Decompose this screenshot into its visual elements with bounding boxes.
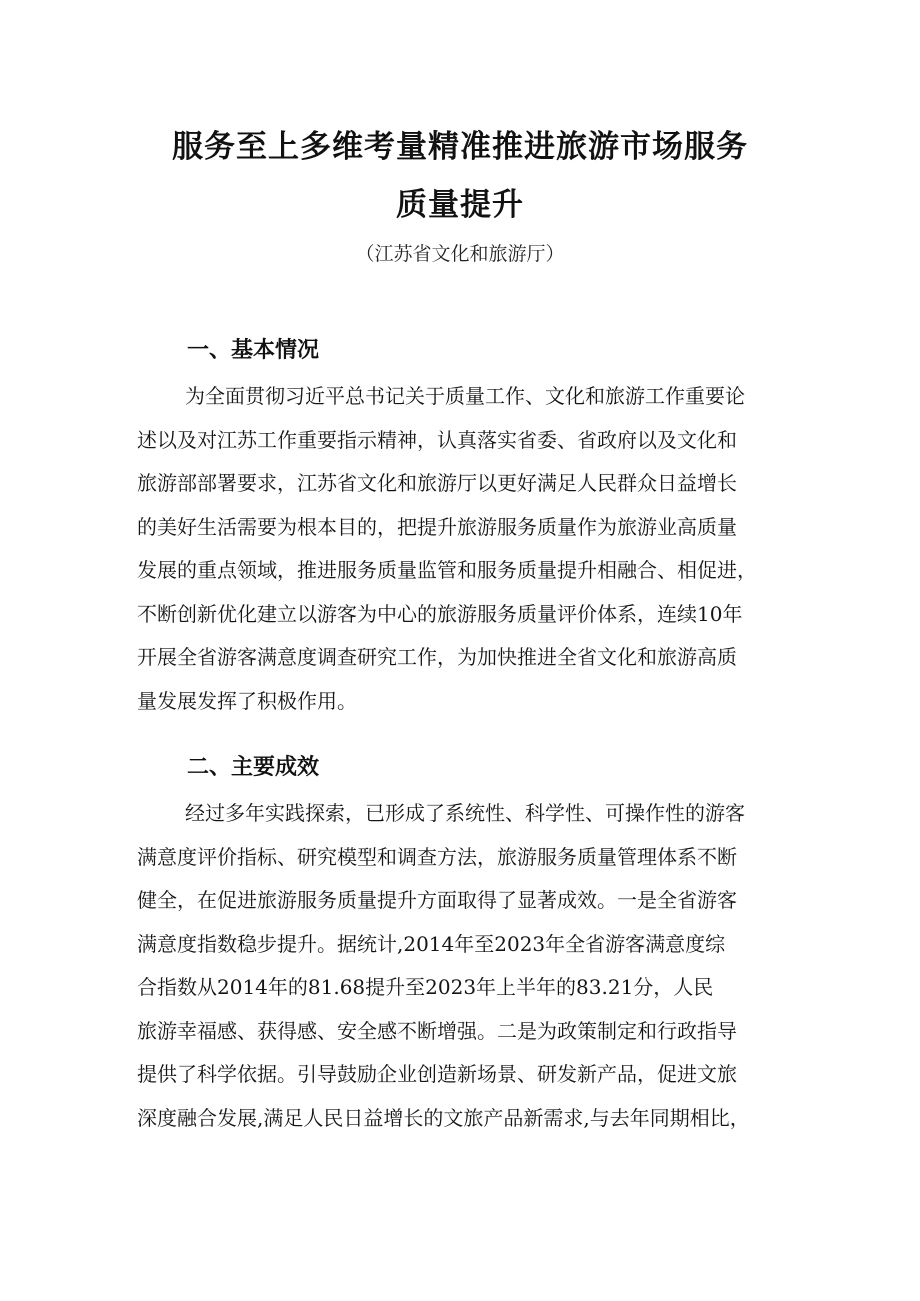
paragraph-line: 旅游部部署要求，江苏省文化和旅游厅以更好满足人民群众日益增长 — [137, 471, 737, 495]
paragraph-line: 满意度指数稳步提升。据统计,2014年至2023年全省游客满意度综 — [137, 931, 726, 956]
paragraph-line: 为全面贯彻习近平总书记关于质量工作、文化和旅游工作重要论 — [185, 384, 745, 408]
section-body-basic-situation — [137, 375, 793, 723]
section-body-main-results — [137, 792, 793, 1140]
paragraph-line: 满意度评价指标、研究模型和调查方法，旅游服务质量管理体系不断 — [137, 844, 737, 869]
paragraph-line: 不断创新优化建立以游客为中心的旅游服务质量评价体系，连续10年 — [137, 601, 743, 626]
paragraph-line: 经过多年实践探索，已形成了系统性、科学性、可操作性的游客 — [185, 801, 745, 825]
paragraph-line: 提供了科学依据。引导鼓励企业创造新场景、研发新产品，促进文旅 — [137, 1062, 737, 1086]
document-subtitle: （江苏省文化和旅游厅） — [355, 243, 565, 265]
paragraph-line: 述以及对江苏工作重要指示精神，认真落实省委、省政府以及文化和 — [137, 427, 737, 452]
paragraph-line: 开展全省游客满意度调查研究工作，为加快推进全省文化和旅游高质 — [137, 645, 737, 669]
title-line: 质量提升 — [396, 187, 524, 223]
paragraph-line: 的美好生活需要为根本目的，把提升旅游服务质量作为旅游业高质量 — [137, 514, 737, 539]
paragraph-line: 深度融合发展,满足人民日益增长的文旅产品新需求,与去年同期相比， — [137, 1105, 750, 1130]
paragraph-line: 健全，在促进旅游服务质量提升方面取得了显著成效。一是全省游客 — [137, 888, 737, 912]
paragraph-line: 合指数从2014年的81.68提升至2023年上半年的83.21分，人民 — [137, 975, 714, 999]
section-heading-basic-situation: 一、基本情况 — [187, 338, 320, 363]
title-line: 服务至上多维考量精准推进旅游市场服务 — [172, 129, 748, 165]
paragraph-line: 旅游幸福感、获得感、安全感不断增强。二是为政策制定和行政指导 — [137, 1018, 737, 1043]
paragraph-line: 发展的重点领域，推进服务质量监管和服务质量提升相融合、相促进， — [137, 558, 757, 582]
section-heading-main-results: 二、主要成效 — [187, 755, 320, 780]
paragraph-line: 量发展发挥了积极作用。 — [137, 688, 357, 713]
document-title — [100, 118, 820, 234]
